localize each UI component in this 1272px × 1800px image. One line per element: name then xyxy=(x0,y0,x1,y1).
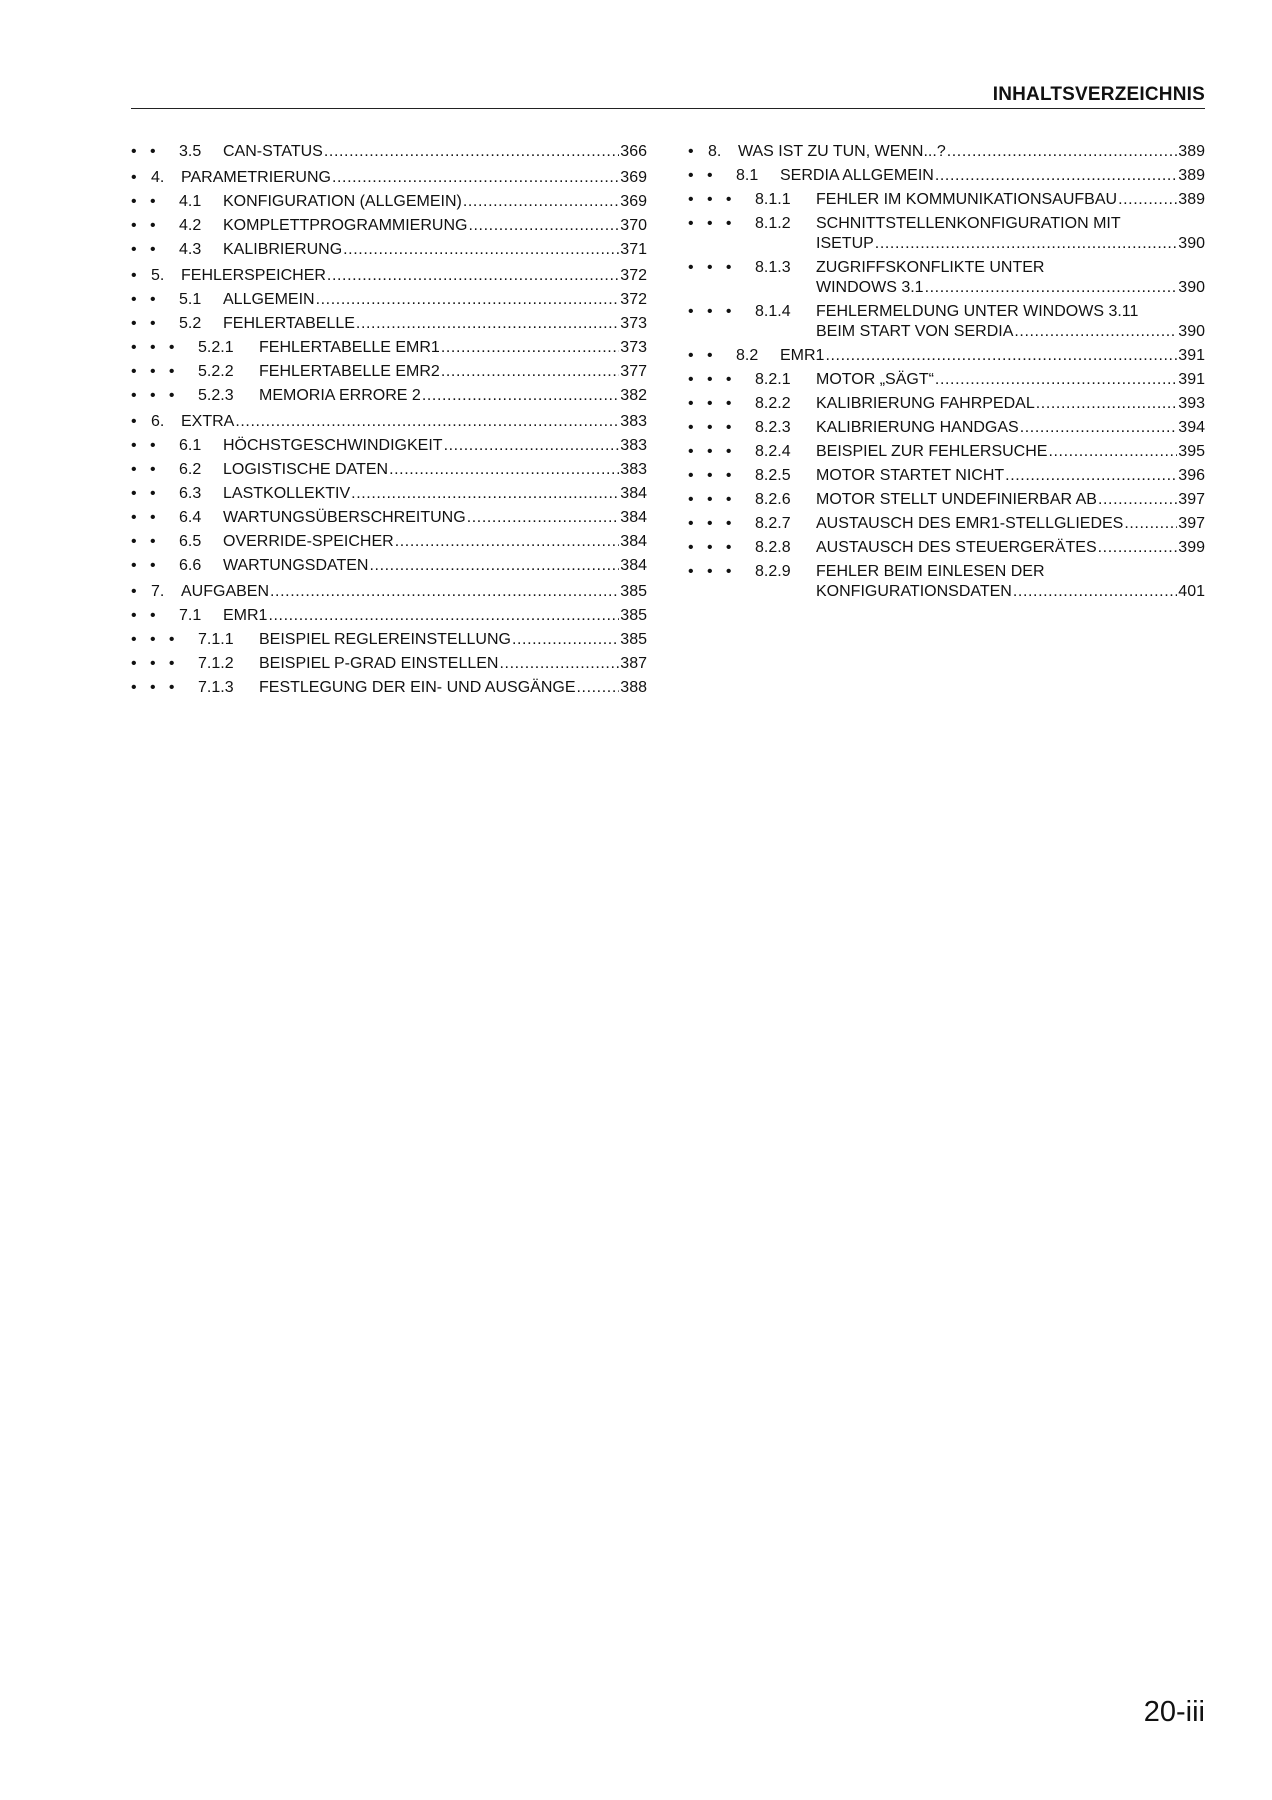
toc-entry[interactable] xyxy=(688,514,1205,534)
section-number: 5.2 xyxy=(179,315,202,332)
toc-entry[interactable] xyxy=(131,484,647,504)
dot-leader xyxy=(351,484,619,504)
toc-entry[interactable] xyxy=(131,290,647,310)
section-number: 7.1.1 xyxy=(198,631,234,648)
level-bullets: • • xyxy=(131,557,156,574)
dot-leader xyxy=(268,606,619,626)
level-bullets: • • • xyxy=(688,467,732,484)
page-number: 20-iii xyxy=(1143,1696,1205,1728)
toc-entry[interactable] xyxy=(688,346,1205,366)
dot-leader xyxy=(1098,490,1177,510)
section-title: WINDOWS 3.1 xyxy=(816,279,924,296)
section-number: 5.2.1 xyxy=(198,339,234,356)
page-ref: 366 xyxy=(620,143,647,160)
level-bullets: • • xyxy=(131,291,156,308)
section-title: WARTUNGSÜBERSCHREITUNG xyxy=(223,509,466,526)
page-ref: 397 xyxy=(1178,491,1205,508)
section-title: SCHNITTSTELLENKONFIGURATION MIT xyxy=(816,215,1121,232)
section-number: 8.1.2 xyxy=(755,215,791,232)
toc-left-column xyxy=(131,142,647,698)
level-bullets: • • xyxy=(131,143,156,160)
section-number: 8.2.4 xyxy=(755,443,791,460)
section-title: HÖCHSTGESCHWINDIGKEIT xyxy=(223,437,443,454)
dot-leader xyxy=(1014,322,1177,342)
section-number: 8.2.7 xyxy=(755,515,791,532)
toc-entry[interactable] xyxy=(688,562,1205,602)
section-title: SERDIA ALLGEMEIN xyxy=(780,167,934,184)
section-number: 8.2.8 xyxy=(755,539,791,556)
section-title: KALIBRIERUNG HANDGAS xyxy=(816,419,1019,436)
dot-leader xyxy=(947,142,1178,162)
dot-leader xyxy=(444,436,620,456)
toc-entry[interactable] xyxy=(688,258,1205,298)
level-bullets: • xyxy=(131,583,137,600)
section-title: LASTKOLLEKTIV xyxy=(223,485,351,502)
page-ref: 372 xyxy=(620,267,647,284)
dot-leader xyxy=(1098,538,1178,558)
section-number: 6.2 xyxy=(179,461,202,478)
section-number: 6.4 xyxy=(179,509,202,526)
toc-entry[interactable] xyxy=(131,142,647,162)
level-bullets: • xyxy=(131,413,137,430)
dot-leader xyxy=(235,412,619,432)
dot-leader xyxy=(1036,394,1178,414)
page-ref: 370 xyxy=(620,217,647,234)
toc-entry[interactable] xyxy=(131,412,647,432)
dot-leader xyxy=(422,386,619,406)
level-bullets: • • xyxy=(131,241,156,258)
dot-leader xyxy=(1048,442,1177,462)
toc-right-column xyxy=(688,142,1205,602)
level-bullets: • • • xyxy=(688,419,732,436)
toc-entry[interactable] xyxy=(131,654,647,674)
header-rule xyxy=(131,108,1205,109)
section-title: FEHLER BEIM EINLESEN DER xyxy=(816,563,1045,580)
toc-entry[interactable] xyxy=(688,190,1205,210)
dot-leader xyxy=(395,532,620,552)
toc-entry[interactable] xyxy=(688,142,1205,162)
dot-leader xyxy=(935,166,1177,186)
section-title: OVERRIDE-SPEICHER xyxy=(223,533,394,550)
section-title: MOTOR STELLT UNDEFINIERBAR AB xyxy=(816,491,1097,508)
toc-entry[interactable] xyxy=(131,240,647,260)
dot-leader xyxy=(467,508,620,528)
page-ref: 385 xyxy=(620,631,647,648)
level-bullets: • • • xyxy=(688,563,732,580)
toc-entry[interactable] xyxy=(131,192,647,212)
section-title: FEHLERTABELLE EMR1 xyxy=(259,339,440,356)
level-bullets: • xyxy=(131,169,137,186)
level-bullets: • • • xyxy=(131,363,175,380)
section-title: BEISPIEL REGLEREINSTELLUNG xyxy=(259,631,511,648)
dot-leader xyxy=(356,314,619,334)
section-title: FEHLERMELDUNG UNTER WINDOWS 3.11 xyxy=(816,303,1139,320)
toc-entry[interactable] xyxy=(131,436,647,456)
section-number: 8.2.2 xyxy=(755,395,791,412)
dot-leader xyxy=(577,678,620,698)
section-number: 4.1 xyxy=(179,193,202,210)
section-title: KOMPLETTPROGRAMMIERUNG xyxy=(223,217,468,234)
section-title: FESTLEGUNG DER EIN- UND AUSGÄNGE xyxy=(259,679,576,696)
section-number: 6.5 xyxy=(179,533,202,550)
page-ref: 385 xyxy=(620,607,647,624)
page-ref: 377 xyxy=(620,363,647,380)
section-title: FEHLERSPEICHER xyxy=(181,267,326,284)
level-bullets: • • • xyxy=(688,395,732,412)
section-number: 4. xyxy=(151,169,165,186)
page-ref: 383 xyxy=(620,461,647,478)
section-number: 5.2.2 xyxy=(198,363,234,380)
section-number: 4.2 xyxy=(179,217,202,234)
section-number: 8.2 xyxy=(736,347,759,364)
toc-entry[interactable] xyxy=(131,266,647,286)
toc-entry[interactable] xyxy=(131,678,647,698)
page-ref: 383 xyxy=(620,437,647,454)
level-bullets: • • • xyxy=(688,539,732,556)
dot-leader xyxy=(369,556,619,576)
level-bullets: • xyxy=(688,143,694,160)
section-title: WARTUNGSDATEN xyxy=(223,557,369,574)
section-number: 8.2.9 xyxy=(755,563,791,580)
page-ref: 389 xyxy=(1178,191,1205,208)
section-title: KALIBRIERUNG FAHRPEDAL xyxy=(816,395,1035,412)
toc-entry[interactable] xyxy=(688,394,1205,414)
level-bullets: • • xyxy=(131,461,156,478)
dot-leader xyxy=(1118,190,1177,210)
dot-leader xyxy=(468,216,619,236)
page-ref: 384 xyxy=(620,509,647,526)
section-number: 8.1 xyxy=(736,167,759,184)
toc-entry[interactable] xyxy=(131,556,647,576)
section-number: 6.1 xyxy=(179,437,202,454)
dot-leader xyxy=(441,338,619,358)
page-ref: 384 xyxy=(620,533,647,550)
page-ref: 369 xyxy=(620,169,647,186)
dot-leader xyxy=(441,362,619,382)
toc-entry[interactable] xyxy=(131,460,647,480)
dot-leader xyxy=(875,234,1178,254)
section-number: 6.3 xyxy=(179,485,202,502)
level-bullets: • • • xyxy=(688,371,732,388)
page-ref: 394 xyxy=(1178,419,1205,436)
section-title: FEHLERTABELLE EMR2 xyxy=(259,363,440,380)
section-number: 6.6 xyxy=(179,557,202,574)
page-ref: 393 xyxy=(1178,395,1205,412)
level-bullets: • xyxy=(131,267,137,284)
level-bullets: • • • xyxy=(131,339,175,356)
page-ref: 390 xyxy=(1178,235,1205,252)
level-bullets: • • • xyxy=(688,215,732,232)
level-bullets: • • • xyxy=(688,303,732,320)
section-number: 8. xyxy=(708,143,722,160)
section-number: 5.2.3 xyxy=(198,387,234,404)
dot-leader xyxy=(389,460,619,480)
section-number: 7. xyxy=(151,583,165,600)
dot-leader xyxy=(343,240,619,260)
section-title: KALIBRIERUNG xyxy=(223,241,343,258)
section-number: 4.3 xyxy=(179,241,202,258)
level-bullets: • • xyxy=(131,607,156,624)
section-title: AUSTAUSCH DES EMR1-STELLGLIEDES xyxy=(816,515,1124,532)
dot-leader xyxy=(316,290,620,310)
level-bullets: • • • xyxy=(688,259,732,276)
section-number: 8.2.1 xyxy=(755,371,791,388)
dot-leader xyxy=(825,346,1177,366)
section-number: 8.1.4 xyxy=(755,303,791,320)
dot-leader xyxy=(512,630,619,650)
level-bullets: • • • xyxy=(131,655,175,672)
toc-entry[interactable] xyxy=(131,606,647,626)
section-number: 7.1 xyxy=(179,607,202,624)
dot-leader xyxy=(499,654,619,674)
toc-entry[interactable] xyxy=(688,466,1205,486)
toc-entry[interactable] xyxy=(131,508,647,528)
level-bullets: • • • xyxy=(688,191,732,208)
page-ref: 397 xyxy=(1178,515,1205,532)
page-ref: 373 xyxy=(620,339,647,356)
section-title: ZUGRIFFSKONFLIKTE UNTER xyxy=(816,259,1045,276)
section-title: EXTRA xyxy=(181,413,235,430)
toc-entry[interactable] xyxy=(131,532,647,552)
page-ref: 385 xyxy=(620,583,647,600)
section-title: MEMORIA ERRORE 2 xyxy=(259,387,421,404)
section-title: ALLGEMEIN xyxy=(223,291,315,308)
section-number: 7.1.3 xyxy=(198,679,234,696)
section-title: BEISPIEL P-GRAD EINSTELLEN xyxy=(259,655,499,672)
page-ref: 388 xyxy=(620,679,647,696)
dot-leader xyxy=(1020,418,1178,438)
toc-entry[interactable] xyxy=(688,490,1205,510)
level-bullets: • • • xyxy=(688,515,732,532)
level-bullets: • • xyxy=(131,485,156,502)
toc-entry[interactable] xyxy=(688,442,1205,462)
section-title: LOGISTISCHE DATEN xyxy=(223,461,389,478)
toc-entry[interactable] xyxy=(688,166,1205,186)
page-ref: 369 xyxy=(620,193,647,210)
toc-entry[interactable] xyxy=(688,302,1205,342)
page-ref: 399 xyxy=(1178,539,1205,556)
dot-leader xyxy=(327,266,619,286)
section-title: MOTOR STARTET NICHT xyxy=(816,467,1005,484)
page-ref: 384 xyxy=(620,485,647,502)
section-number: 5. xyxy=(151,267,165,284)
page-ref: 384 xyxy=(620,557,647,574)
page-header-title: INHALTSVERZEICHNIS xyxy=(992,84,1205,105)
level-bullets: • • • xyxy=(131,631,175,648)
toc-entry[interactable] xyxy=(131,168,647,188)
section-title: AUFGABEN xyxy=(181,583,270,600)
toc-entry[interactable] xyxy=(131,386,647,406)
dot-leader xyxy=(324,142,619,162)
page-ref: 395 xyxy=(1178,443,1205,460)
level-bullets: • • xyxy=(131,533,156,550)
level-bullets: • • xyxy=(688,347,713,364)
page-ref: 396 xyxy=(1178,467,1205,484)
page-ref: 372 xyxy=(620,291,647,308)
toc-entry[interactable] xyxy=(131,338,647,358)
section-title: KONFIGURATION (ALLGEMEIN) xyxy=(223,193,462,210)
toc-entry[interactable] xyxy=(131,582,647,602)
section-number: 8.2.3 xyxy=(755,419,791,436)
level-bullets: • • xyxy=(131,509,156,526)
section-title: FEHLERTABELLE xyxy=(223,315,355,332)
page-ref: 389 xyxy=(1178,167,1205,184)
level-bullets: • • xyxy=(131,193,156,210)
section-title: KONFIGURATIONSDATEN xyxy=(816,583,1012,600)
level-bullets: • • • xyxy=(131,679,175,696)
page-ref: 389 xyxy=(1178,143,1205,160)
toc-entry[interactable] xyxy=(688,538,1205,558)
section-number: 8.2.5 xyxy=(755,467,791,484)
dot-leader xyxy=(332,168,619,188)
section-title: CAN-STATUS xyxy=(223,143,323,160)
dot-leader xyxy=(935,370,1177,390)
toc-entry[interactable] xyxy=(131,630,647,650)
section-number: 3.5 xyxy=(179,143,202,160)
toc-entry[interactable] xyxy=(131,362,647,382)
dot-leader xyxy=(1124,514,1177,534)
dot-leader xyxy=(1005,466,1177,486)
toc-entry[interactable] xyxy=(131,314,647,334)
section-title: MOTOR „SÄGT“ xyxy=(816,371,934,388)
page-ref: 371 xyxy=(620,241,647,258)
toc-entry[interactable] xyxy=(688,214,1205,254)
level-bullets: • • • xyxy=(688,491,732,508)
section-title: BEIM START VON SERDIA xyxy=(816,323,1014,340)
section-number: 8.1.3 xyxy=(755,259,791,276)
page-ref: 391 xyxy=(1178,347,1205,364)
section-number: 7.1.2 xyxy=(198,655,234,672)
dot-leader xyxy=(1013,582,1177,602)
section-number: 8.1.1 xyxy=(755,191,791,208)
toc-entry[interactable] xyxy=(688,418,1205,438)
section-title: ISETUP xyxy=(816,235,874,252)
section-number: 8.2.6 xyxy=(755,491,791,508)
page-ref: 390 xyxy=(1178,323,1205,340)
section-title: WAS IST ZU TUN, WENN...? xyxy=(738,143,946,160)
page-ref: 387 xyxy=(620,655,647,672)
dot-leader xyxy=(925,278,1178,298)
page-ref: 382 xyxy=(620,387,647,404)
section-title: EMR1 xyxy=(780,347,825,364)
section-title: FEHLER IM KOMMUNIKATIONSAUFBAU xyxy=(816,191,1118,208)
level-bullets: • • xyxy=(131,217,156,234)
page-ref: 391 xyxy=(1178,371,1205,388)
toc-entry[interactable] xyxy=(688,370,1205,390)
section-number: 6. xyxy=(151,413,165,430)
page-ref: 401 xyxy=(1178,583,1205,600)
level-bullets: • • xyxy=(688,167,713,184)
section-title: PARAMETRIERUNG xyxy=(181,169,331,186)
level-bullets: • • xyxy=(131,315,156,332)
dot-leader xyxy=(270,582,619,602)
level-bullets: • • • xyxy=(688,443,732,460)
dot-leader xyxy=(463,192,619,212)
toc-entry[interactable] xyxy=(131,216,647,236)
section-number: 5.1 xyxy=(179,291,202,308)
page-ref: 373 xyxy=(620,315,647,332)
level-bullets: • • • xyxy=(131,387,175,404)
level-bullets: • • xyxy=(131,437,156,454)
page-ref: 390 xyxy=(1178,279,1205,296)
section-title: EMR1 xyxy=(223,607,268,624)
section-title: BEISPIEL ZUR FEHLERSUCHE xyxy=(816,443,1048,460)
section-title: AUSTAUSCH DES STEUERGERÄTES xyxy=(816,539,1097,556)
page-ref: 383 xyxy=(620,413,647,430)
